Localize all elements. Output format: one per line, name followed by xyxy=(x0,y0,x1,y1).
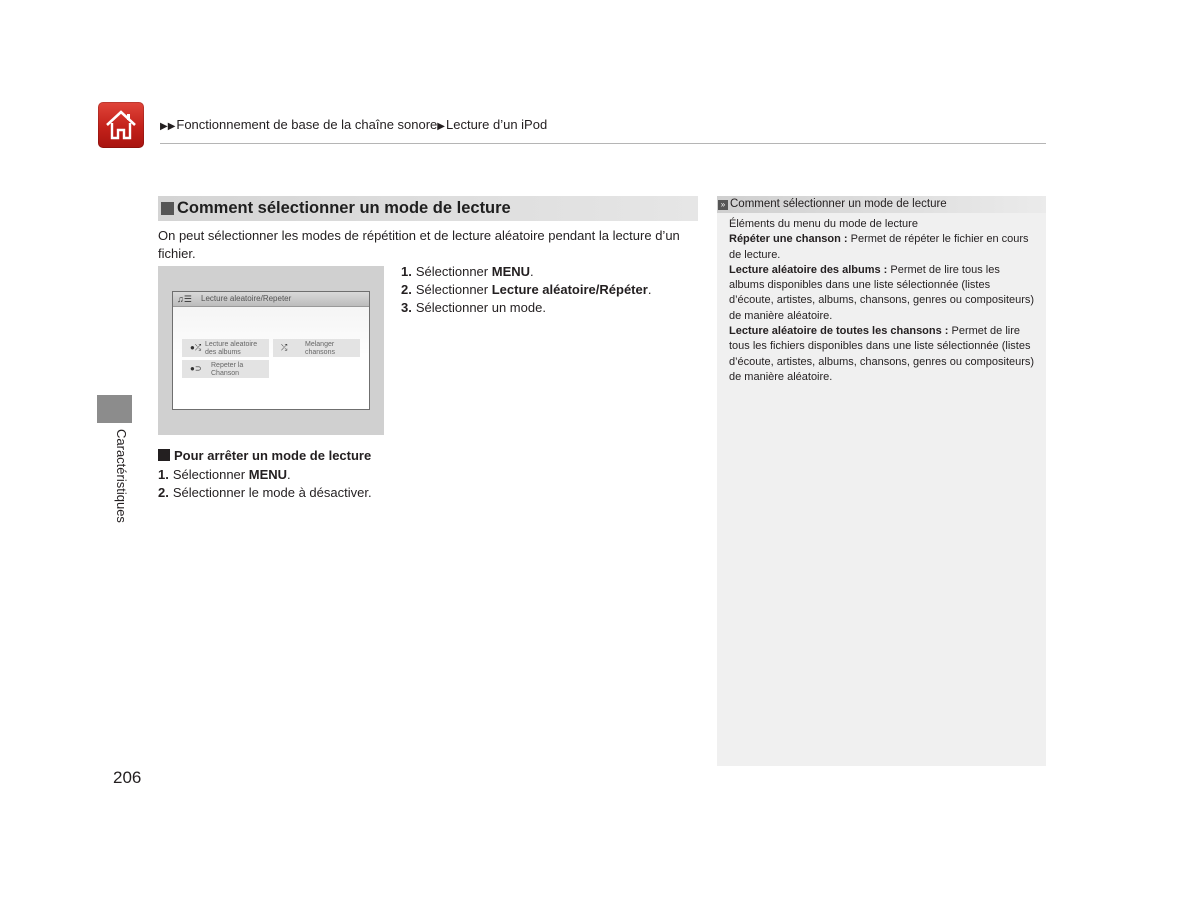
audio-display xyxy=(172,291,370,410)
option-line: des albums xyxy=(205,348,241,356)
step-item: 2. Sélectionner le mode à désactiver. xyxy=(158,485,372,500)
note-body xyxy=(729,217,1035,385)
header-divider xyxy=(160,143,1046,144)
page-title: Comment sélectionner un mode de lecture xyxy=(177,199,511,217)
screen-illustration xyxy=(158,266,384,435)
display-title-bar xyxy=(173,292,369,307)
option-line: Melanger xyxy=(305,341,335,348)
note-item: Lecture aléatoire des albums : Permet de lire tous les albums disponibles dans une liste sélectionnée (listes d’écoute, artistes, albums, chansons, genres ou compositeurs) de manière aléatoire. xyxy=(729,263,1035,322)
step-item: 1. Sélectionner MENU. xyxy=(401,264,534,279)
section-tab-marker[interactable] xyxy=(97,395,132,423)
display-option-shuffle-albums xyxy=(182,339,269,357)
subsection-heading: Pour arrêter un mode de lecture xyxy=(158,448,371,463)
section-heading xyxy=(158,196,698,221)
breadcrumb-arrow-icon: ▶▶ xyxy=(160,121,176,132)
note-heading: » Comment sélectionner un mode de lecture xyxy=(717,196,1046,213)
option-line: Repeter la xyxy=(211,362,244,369)
repeat-icon: ●⊃ xyxy=(190,364,202,373)
shuffle-album-icon: ●⤮ xyxy=(190,343,202,352)
square-bullet-icon xyxy=(158,449,170,461)
option-line: chansons xyxy=(305,348,335,356)
breadcrumb-link-ipod[interactable]: Lecture d’un iPod xyxy=(446,117,548,132)
section-label: Caractéristiques xyxy=(114,429,129,523)
music-list-icon: ♫☰ xyxy=(177,294,192,304)
display-title: Lecture aleatoire/Repeter xyxy=(201,294,292,303)
heading-square-icon xyxy=(161,202,174,215)
display-option-repeat-song xyxy=(182,360,269,378)
step-item: 3. Sélectionner un mode. xyxy=(401,300,546,315)
intro-paragraph: On peut sélectionner les modes de répétition et de lecture aléatoire pendant la lecture d’un fichier. xyxy=(158,228,680,261)
side-note-panel xyxy=(717,196,1046,766)
note-arrow-icon: » xyxy=(718,200,728,210)
note-intro: Éléments du menu du mode de lecture xyxy=(729,218,918,230)
note-item: Répéter une chanson : Permet de répéter le fichier en cours de lecture. xyxy=(729,233,1029,261)
step-item: 1. Sélectionner MENU. xyxy=(158,467,291,482)
breadcrumb-link-chaine-sonore[interactable]: Fonctionnement de base de la chaîne sonore xyxy=(176,117,438,132)
breadcrumb-arrow-icon: ▶ xyxy=(437,121,445,132)
option-line: Lecture aleatoire xyxy=(205,341,258,348)
step-list xyxy=(401,263,651,317)
home-button[interactable] xyxy=(98,102,144,148)
page-number: 206 xyxy=(113,768,142,787)
breadcrumb xyxy=(160,117,547,132)
stop-step-list xyxy=(158,466,372,502)
note-item: Lecture aléatoire de toutes les chansons : Permet de lire tous les fichiers disponibles dans une liste sélectionnée (listes d’écoute, artistes, albums, chansons, genres ou compositeurs) de manière aléatoire. xyxy=(729,325,1035,383)
shuffle-icon: ⤮ xyxy=(281,343,288,352)
display-option-shuffle-songs xyxy=(273,339,360,357)
home-icon xyxy=(103,107,139,143)
option-line: Chanson xyxy=(211,369,240,377)
step-item: 2. Sélectionner Lecture aléatoire/Répéter. xyxy=(401,282,652,297)
